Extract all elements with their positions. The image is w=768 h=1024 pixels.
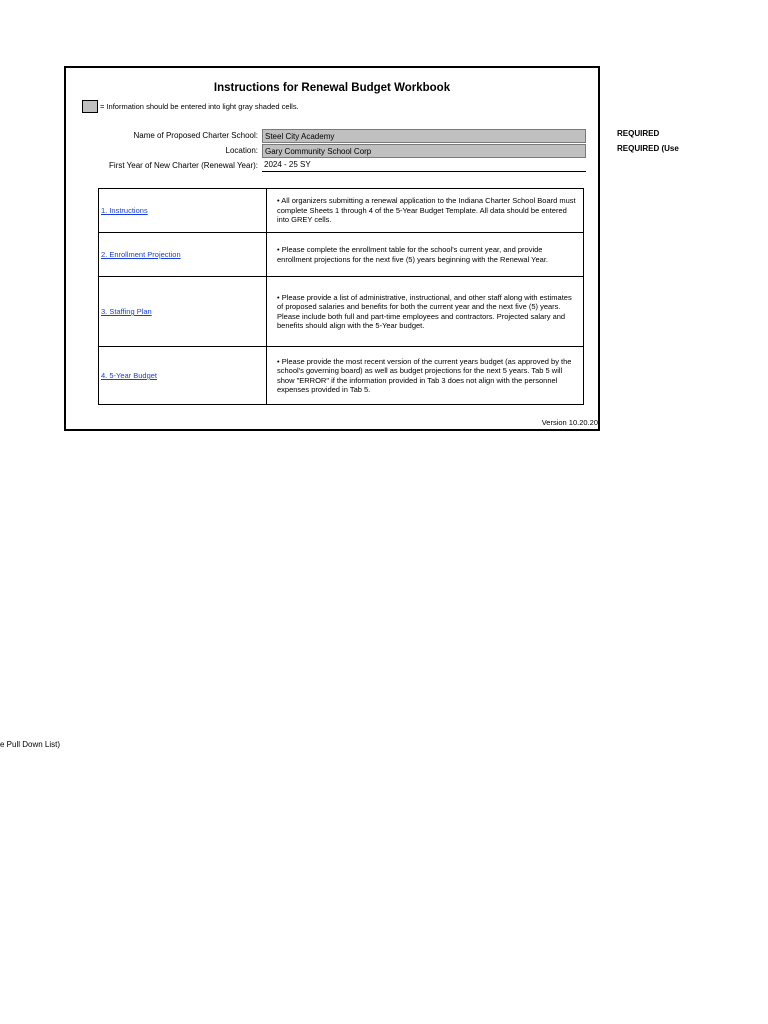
table-row [99, 189, 584, 233]
school-name-input[interactable]: Steel City Academy [262, 129, 586, 143]
required-note-location: REQUIRED (Use [617, 144, 679, 153]
five-year-budget-description: • Please provide the most recent version of the current years budget (as approved by the school's governing board) as well as budget projections for the next 5 years. Tab 5 will show "ERROR" if the information provided in Tab 3 does not align with the personnel expenses provided in Tab 5. [267, 347, 584, 405]
tab-navigation-table [98, 188, 584, 405]
staffing-plan-description: • Please provide a list of administrative, instructional, and other staff along with estimates of proposed salaries and benefits for both the current year and the next five (5) years. Please include both full and part-time employees and contractors. Projected salary and benefits should align with the 5-Year budget. [267, 277, 584, 347]
renewal-year-input[interactable]: 2024 - 25 SY [262, 158, 586, 172]
enrollment-projection-description: • Please complete the enrollment table for the school's current year, and provide enrollment projections for the next five (5) years beginning with the Renewal Year. [267, 233, 584, 277]
renewal-year-label: First Year of New Charter (Renewal Year): [109, 161, 258, 170]
location-input[interactable]: Gary Community School Corp [262, 144, 586, 158]
legend-text: = Information should be entered into light gray shaded cells. [100, 102, 299, 111]
table-row [99, 347, 584, 405]
required-note-school: REQUIRED [617, 129, 660, 138]
staffing-plan-link[interactable]: 3. Staffing Plan [101, 307, 152, 316]
enrollment-projection-link[interactable]: 2. Enrollment Projection [101, 250, 181, 259]
pull-down-note: e Pull Down List) [0, 740, 61, 749]
table-row [99, 233, 584, 277]
instructions-sheet [64, 66, 600, 431]
legend [82, 99, 299, 114]
five-year-budget-link[interactable]: 4. 5-Year Budget [101, 371, 158, 380]
school-name-label: Name of Proposed Charter School: [133, 131, 258, 140]
gray-cell-swatch [82, 100, 98, 113]
table-row [99, 277, 584, 347]
sheet-title: Instructions for Renewal Budget Workbook [213, 82, 451, 94]
instructions-link[interactable]: 1. Instructions [101, 206, 148, 215]
instructions-description: • All organizers submitting a renewal application to the Indiana Charter School Board must complete Sheets 1 through 4 of the 5-Year Budget Template. All data should be entered into GREY cells. [267, 189, 584, 233]
version-label: Version 10.20.20 [541, 418, 598, 427]
location-label: Location: [225, 146, 258, 155]
